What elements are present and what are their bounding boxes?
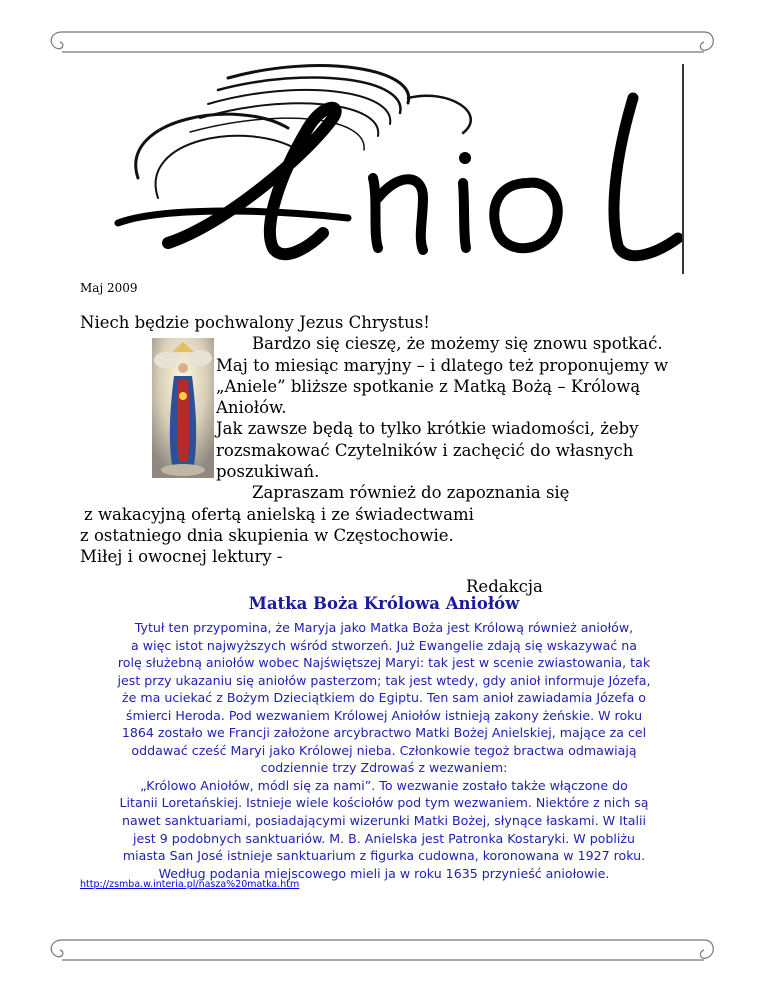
article-line: Według podania miejscowego mieli ja w roku 1635 przynieść aniołowie. bbox=[158, 865, 610, 881]
bottom-scroll-border bbox=[0, 932, 768, 972]
article-body bbox=[64, 619, 704, 882]
intro-line: rozsmakować Czytelników i zachęcić do własnych bbox=[216, 440, 634, 460]
intro-line: Aniołów. bbox=[216, 398, 287, 418]
intro-letter bbox=[80, 312, 700, 597]
intro-line: „Aniele” bliższe spotkanie z Matką Bożą – Królową bbox=[216, 376, 641, 396]
issue-date: Maj 2009 bbox=[80, 281, 138, 295]
article-line: 1864 zostało we Francji założone arcybractwo Matki Bożej Anielskiej, mające za cel bbox=[121, 725, 647, 741]
signature: Redakcja bbox=[466, 576, 543, 596]
article-line: rolę służebną aniołów wobec Najświętszej Maryi: tak jest w scenie zwiastowania, tak bbox=[117, 655, 651, 671]
intro-line: Jak zawsze będą to tylko krótkie wiadomości, żeby bbox=[216, 419, 639, 439]
article-line: miasta San José istnieje sanktuarium z figurka cudowna, koronowana w 1927 roku. bbox=[122, 848, 646, 864]
greeting: Niech będzie pochwalony Jezus Chrystus! bbox=[80, 313, 430, 332]
intro-line: poszukiwań. bbox=[216, 462, 320, 482]
article-line: nawet sanktuariami, posiadającymi wizerunki Matki Bożej, słynące łaskami. W Italii bbox=[122, 813, 646, 829]
article-line: śmierci Heroda. Pod wezwaniem Królowej Aniołów istnieją zakony żeńskie. W roku bbox=[125, 707, 643, 723]
article-line: „Królowo Aniołów, módl się za nami”. To wezwanie zostało także włączone do bbox=[140, 777, 628, 793]
article-line: że ma uciekać z Bożym Dzieciątkiem do Egiptu. Ten sam anioł zawiadamia Józefa o bbox=[121, 690, 647, 706]
intro-line: Zapraszam również do zapoznania się bbox=[252, 483, 570, 503]
article-line: Tytuł ten przypomina, że Maryja jako Matka Boża jest Królową również aniołów, bbox=[134, 620, 634, 635]
article-line: jest przy ukazaniu się aniołów pasterzom; tak jest wtedy, gdy anioł informuje Józefa, bbox=[117, 672, 651, 688]
article-line: a więc istot najwyższych wśród stworzeń. Już Ewangelie zdają się wskazywać na bbox=[131, 637, 637, 653]
article-line: codziennie trzy Zdrowaś z wezwaniem: bbox=[260, 760, 508, 776]
intro-line: Bardzo się cieszę, że możemy się znowu spotkać. bbox=[252, 334, 663, 354]
article-line: oddawać cześć Maryi jako Królowej nieba. Członkowie tegoż bractwa odmawiają bbox=[131, 742, 637, 758]
article-line: jest 9 podobnych sanktuariów. M. B. Anielska jest Patronka Kostaryki. W pobliżu bbox=[133, 830, 635, 846]
top-scroll-border bbox=[0, 18, 768, 58]
article-title: Matka Boża Królowa Aniołów bbox=[248, 594, 520, 613]
source-link[interactable]: http://zsmba.w.interia.pl/nasza%20matka.htm bbox=[80, 879, 300, 890]
intro-line: Miłej i owocnej lektury - bbox=[80, 547, 283, 567]
intro-line: z ostatniego dnia skupienia w Częstochowie. bbox=[80, 525, 454, 545]
masthead-logo bbox=[78, 58, 686, 276]
intro-line: Maj to miesiąc maryjny – i dlatego też proponujemy w bbox=[216, 355, 669, 375]
article-line: Litanii Loretańskiej. Istnieje wiele kościołów pod tym wezwaniem. Niektóre z nich są bbox=[119, 795, 649, 811]
intro-line: z wakacyjną ofertą anielską i ze świadectwami bbox=[84, 504, 474, 524]
